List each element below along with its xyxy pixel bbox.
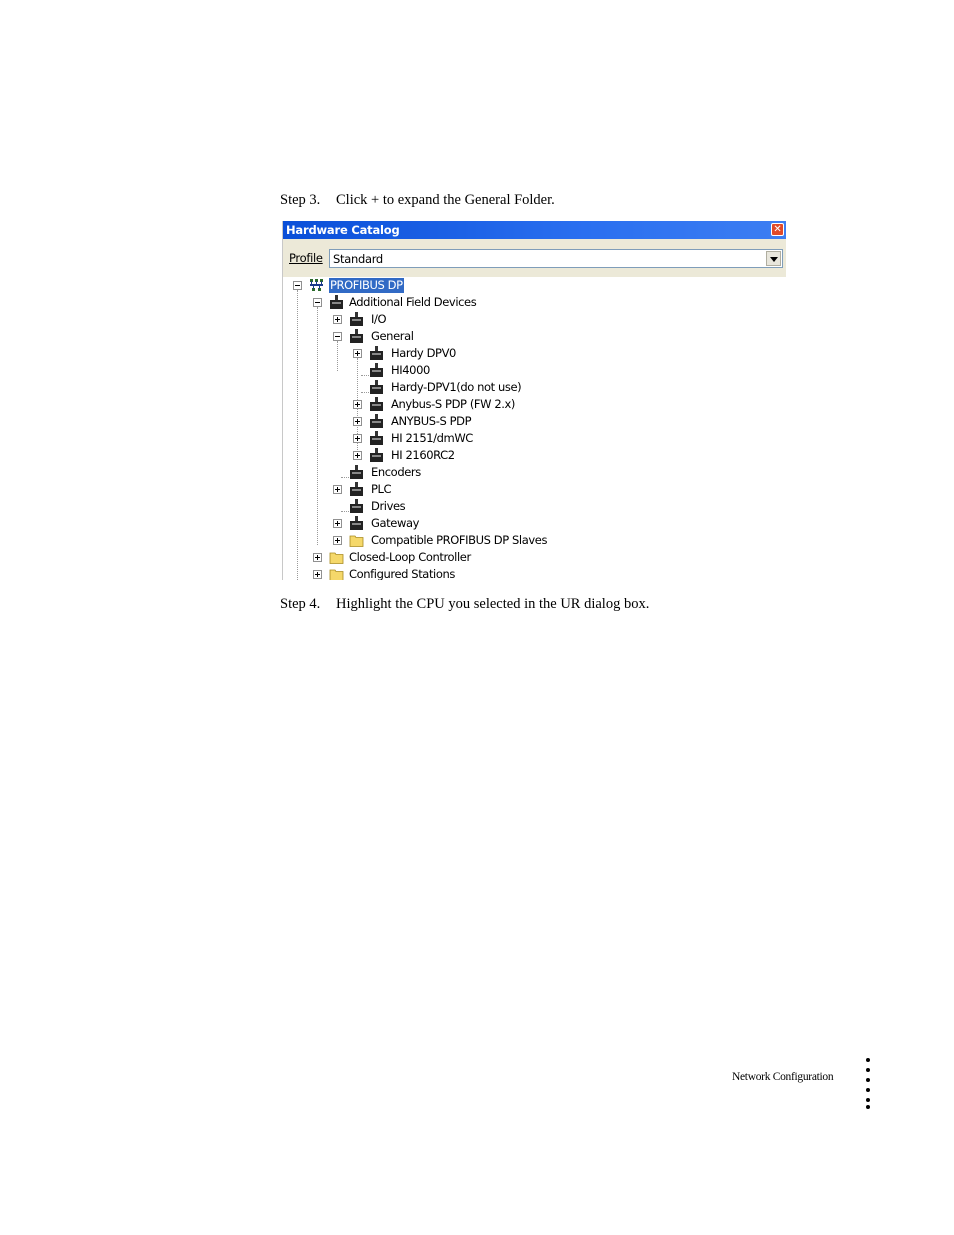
tree-node-encoders[interactable]: [283, 464, 786, 481]
expand-toggle[interactable]: [353, 417, 362, 426]
close-button[interactable]: [771, 223, 784, 236]
catalog-tree[interactable]: [283, 277, 786, 580]
tree-label: PROFIBUS DP: [330, 278, 403, 292]
step-4-number: Step 4.: [280, 596, 321, 612]
collapse-toggle[interactable]: [293, 281, 302, 290]
footer-section-title: Network Configuration: [732, 1071, 834, 1083]
collapse-toggle[interactable]: [333, 332, 342, 341]
dropdown-arrow-icon[interactable]: [766, 251, 781, 266]
tree-node-drives[interactable]: [283, 498, 786, 515]
tree-node-profibus-dp[interactable]: [283, 277, 786, 294]
device-icon: [349, 482, 364, 497]
tree-node-general[interactable]: [283, 328, 786, 345]
tree-label: I/O: [371, 312, 387, 326]
tree-label: Compatible PROFIBUS DP Slaves: [371, 533, 548, 547]
network-icon: [309, 278, 324, 293]
tree-node-hi4000[interactable]: [283, 362, 786, 379]
tree-node-hi-2151[interactable]: [283, 430, 786, 447]
tree-label: Closed-Loop Controller: [349, 550, 471, 564]
tree-label: HI 2151/dmWC: [391, 431, 473, 445]
expand-toggle[interactable]: [353, 400, 362, 409]
window-title: Hardware Catalog: [286, 223, 400, 237]
title-bar[interactable]: [283, 221, 786, 239]
profile-select[interactable]: [329, 249, 783, 268]
tree-node-hi-2160[interactable]: [283, 447, 786, 464]
step-3-text: Click + to expand the General Folder.: [336, 192, 555, 208]
hardware-catalog-window: [282, 221, 786, 580]
tree-label: HI4000: [391, 363, 430, 377]
tree-label: Drives: [371, 499, 406, 513]
footer-dot: [866, 1068, 870, 1072]
expand-toggle[interactable]: [333, 536, 342, 545]
tree-label: Hardy DPV0: [391, 346, 456, 360]
profile-label: Profile: [289, 251, 323, 265]
device-icon: [349, 329, 364, 344]
profile-row: [283, 239, 786, 277]
footer-dot: [866, 1088, 870, 1092]
device-icon: [329, 295, 344, 310]
expand-toggle[interactable]: [353, 434, 362, 443]
tree-node-hardy-dpv0[interactable]: [283, 345, 786, 362]
device-icon: [349, 465, 364, 480]
expand-toggle[interactable]: [353, 349, 362, 358]
tree-node-plc[interactable]: [283, 481, 786, 498]
step-3-number: Step 3.: [280, 192, 321, 208]
tree-node-anybus-s-pdp-fw[interactable]: [283, 396, 786, 413]
device-icon: [369, 363, 384, 378]
device-icon: [349, 499, 364, 514]
tree-label: Anybus-S PDP (FW 2.x): [391, 397, 516, 411]
expand-toggle[interactable]: [333, 315, 342, 324]
tree-label: PLC: [371, 482, 392, 496]
tree-label: HI 2160RC2: [391, 448, 455, 462]
folder-icon: [329, 567, 344, 580]
close-icon: ✕: [773, 224, 782, 235]
device-icon: [369, 431, 384, 446]
device-icon: [369, 346, 384, 361]
footer-dot: [866, 1078, 870, 1082]
tree-label: Gateway: [371, 516, 420, 530]
tree-node-gateway[interactable]: [283, 515, 786, 532]
profile-value: Standard: [333, 252, 383, 266]
expand-toggle[interactable]: [313, 570, 322, 579]
tree-node-anybus-s-pdp[interactable]: [283, 413, 786, 430]
tree-node-closed-loop-controller[interactable]: [283, 549, 786, 566]
device-icon: [369, 380, 384, 395]
footer-dot: [866, 1105, 870, 1109]
tree-node-additional-field-devices[interactable]: [283, 294, 786, 311]
tree-node-hardy-dpv1[interactable]: [283, 379, 786, 396]
folder-icon: [329, 550, 344, 565]
device-icon: [369, 414, 384, 429]
tree-node-configured-stations[interactable]: [283, 566, 786, 580]
footer-dot: [866, 1058, 870, 1062]
tree-node-compatible-slaves[interactable]: [283, 532, 786, 549]
tree-label: Encoders: [371, 465, 421, 479]
expand-toggle[interactable]: [353, 451, 362, 460]
device-icon: [349, 516, 364, 531]
step-3-instruction: [280, 192, 555, 209]
tree-label: Configured Stations: [349, 567, 455, 580]
folder-icon: [349, 533, 364, 548]
tree-label: General: [371, 329, 414, 343]
device-icon: [369, 397, 384, 412]
device-icon: [349, 312, 364, 327]
tree-node-io[interactable]: [283, 311, 786, 328]
tree-label: Additional Field Devices: [349, 295, 477, 309]
collapse-toggle[interactable]: [313, 298, 322, 307]
step-4-text: Highlight the CPU you selected in the UR dialog box.: [336, 596, 650, 612]
tree-label: ANYBUS-S PDP: [391, 414, 472, 428]
expand-toggle[interactable]: [333, 485, 342, 494]
device-icon: [369, 448, 384, 463]
footer-dot: [866, 1098, 870, 1102]
tree-label: Hardy-DPV1(do not use): [391, 380, 522, 394]
step-4-instruction: [280, 596, 649, 613]
expand-toggle[interactable]: [333, 519, 342, 528]
expand-toggle[interactable]: [313, 553, 322, 562]
